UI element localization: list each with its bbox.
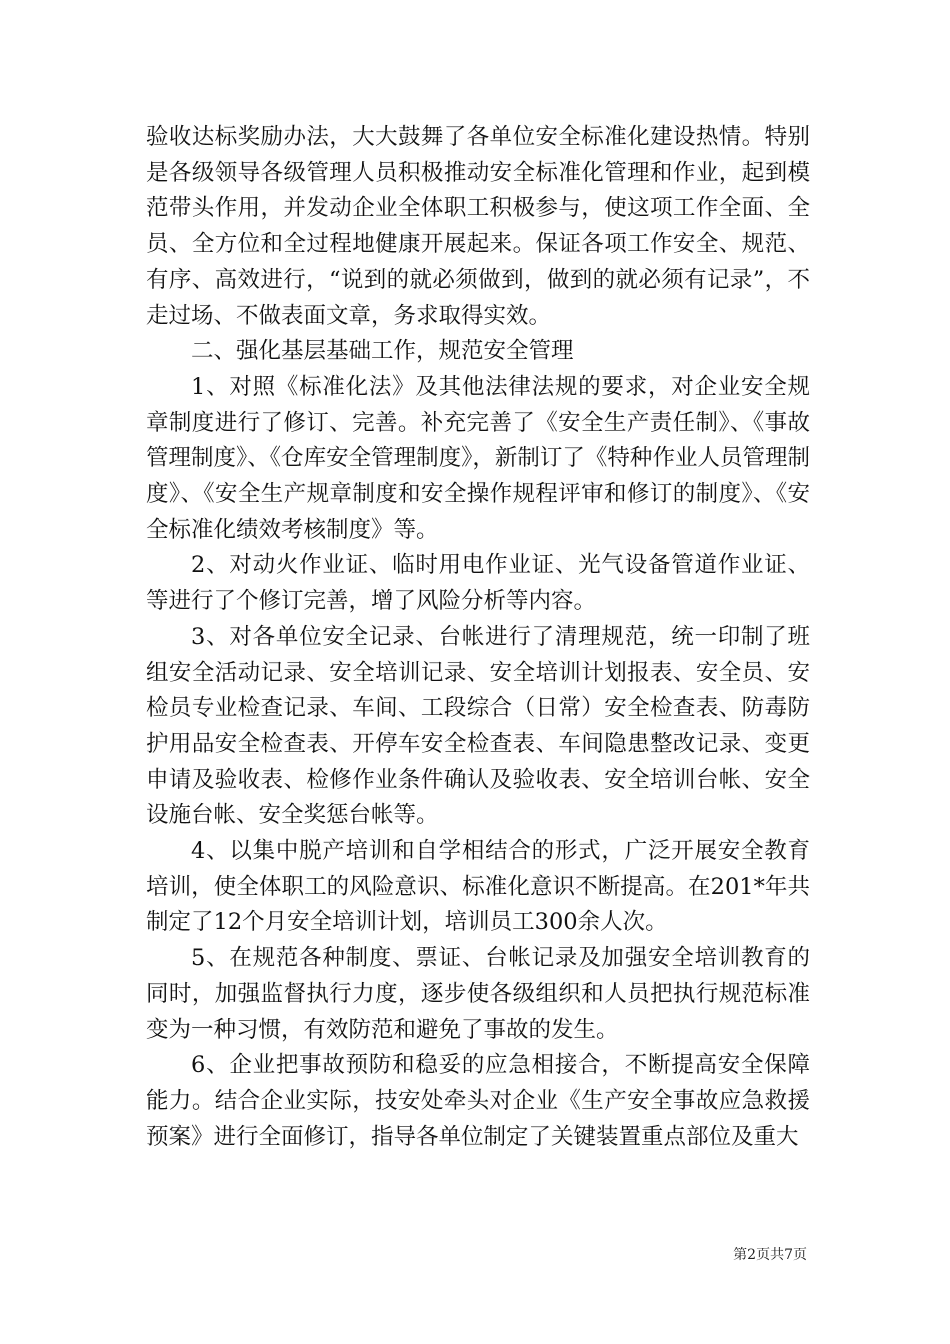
paragraph-item-3: 3、对各单位安全记录、台帐进行了清理规范，统一印制了班组安全活动记录、安全培训记录、安全培训计划报表、安全员、安检员专业检查记录、车间、工段综合（日常）安全检查表、防毒防护用品安全检查表、开停车安全检查表、车间隐患整改记录、变更申请及验收表、检修作业条件确认及验收表、安全培训台帐、安全设施台帐、安全奖惩台帐等。 xyxy=(146,623,810,829)
page-number: 第2页共7页 xyxy=(733,1247,807,1263)
paragraph-item-2: 2、对动火作业证、临时用电作业证、光气设备管道作业证、等进行了个修订完善，增了风险分析等内容。 xyxy=(146,552,810,615)
paragraph-item-5: 5、在规范各种制度、票证、台帐记录及加强安全培训教育的同时，加强监督执行力度，逐步使各级组织和人员把执行规范标准变为一种习惯，有效防范和避免了事故的发生。 xyxy=(146,945,810,1043)
paragraph-item-1: 1、对照《标准化法》及其他法律法规的要求，对企业安全规章制度进行了修订、完善。补充完善了《安全生产责任制》、《事故管理制度》、《仓库安全管理制度》，新制订了《特种作业人员管理制度》、《安全生产规章制度和安全操作规程评审和修订的制度》、《安全标准化绩效考核制度》等。 xyxy=(146,373,810,543)
paragraph-item-6: 6、企业把事故预防和稳妥的应急相接合，不断提高安全保障能力。结合企业实际，技安处牵头对企业《生产安全事故应急救援预案》进行全面修订，指导各单位制定了关键装置重点部位及重大 xyxy=(146,1052,810,1150)
paragraph-continuation: 验收达标奖励办法，大大鼓舞了各单位安全标准化建设热情。特别是各级领导各级管理人员积极推动安全标准化管理和作业，起到模范带头作用，并发动企业全体职工积极参与，使这项工作全面、全员、全方位和全过程地健康开展起来。保证各项工作安全、规范、有序、高效进行，“说到的就必须做到，做到的就必须有记录”，不走过场、不做表面文章，务求取得实效。 xyxy=(146,124,810,329)
paragraph-item-4: 4、以集中脱产培训和自学相结合的形式，广泛开展安全教育培训，使全体职工的风险意识、标准化意识不断提高。在201*年共制定了12个月安全培训计划，培训员工300余人次。 xyxy=(146,838,810,936)
section-heading: 二、强化基层基础工作，规范安全管理 xyxy=(191,338,574,365)
document-body xyxy=(146,120,810,1155)
